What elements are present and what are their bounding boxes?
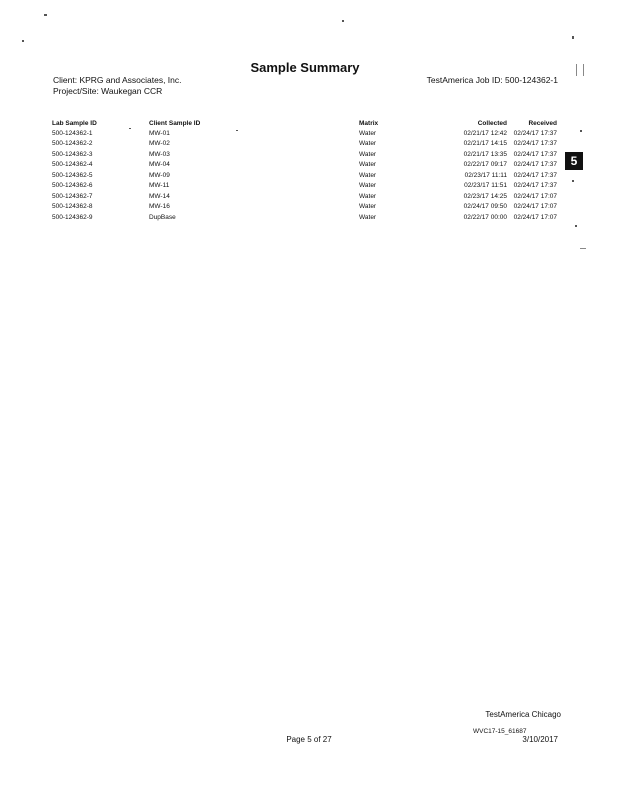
scan-speck (22, 40, 24, 42)
client-sample-id: MW-16 (149, 203, 170, 211)
received: 02/24/17 17:07 (513, 213, 557, 221)
table-row (52, 181, 557, 192)
lab-sample-id: 500-124362-6 (52, 182, 93, 190)
table-header-row (52, 118, 557, 128)
collected: 02/23/17 11:51 (464, 182, 507, 190)
client-sample-id: DupBase (149, 213, 176, 221)
footer-date: 3/10/2017 (522, 735, 558, 744)
lab-sample-id: 500-124362-5 (52, 171, 93, 179)
received: 02/24/17 17:37 (513, 171, 557, 179)
lab-sample-id: 500-124362-4 (52, 161, 93, 169)
scan-speck (129, 128, 131, 129)
scan-speck (342, 20, 344, 22)
header-client-sample-id: Client Sample ID (149, 119, 201, 127)
matrix: Water (359, 192, 377, 200)
client-sample-id: MW-03 (149, 150, 170, 158)
matrix: Water (359, 129, 377, 137)
received: 02/24/17 17:37 (513, 140, 557, 148)
client-sample-id: MW-11 (149, 182, 170, 190)
page-title: Sample Summary (250, 60, 360, 75)
header-lab-sample-id: Lab Sample ID (52, 119, 97, 127)
client-sample-id: MW-14 (149, 192, 170, 200)
footer-document-id: WVC17-15_61687 (473, 728, 527, 735)
lab-sample-id: 500-124362-3 (52, 150, 93, 158)
scan-speck (580, 248, 586, 249)
footer-company: TestAmerica Chicago (485, 710, 561, 719)
scan-speck (580, 130, 582, 132)
collected: 02/23/17 14:25 (463, 192, 507, 200)
lab-sample-id: 500-124362-9 (52, 213, 93, 221)
table-row (52, 160, 557, 171)
matrix: Water (359, 150, 377, 158)
scan-speck (572, 180, 574, 182)
matrix: Water (359, 171, 377, 179)
client-sample-id: MW-04 (149, 161, 170, 169)
scan-speck (575, 225, 577, 227)
footer-page-number: Page 5 of 27 (286, 735, 332, 744)
scan-speck (576, 64, 577, 76)
matrix: Water (359, 203, 377, 211)
collected: 02/21/17 14:15 (463, 140, 507, 148)
collected: 02/23/17 11:11 (464, 171, 507, 179)
received: 02/24/17 17:07 (513, 192, 557, 200)
received: 02/24/17 17:37 (513, 150, 557, 158)
table-row (52, 139, 557, 150)
matrix: Water (359, 140, 377, 148)
header-received: Received (528, 119, 557, 127)
client-sample-id: MW-09 (149, 171, 170, 179)
collected: 02/21/17 13:35 (463, 150, 507, 158)
scan-speck (583, 64, 584, 76)
lab-sample-id: 500-124362-1 (52, 129, 93, 137)
collected: 02/22/17 00:00 (463, 213, 507, 221)
received: 02/24/17 17:37 (513, 161, 557, 169)
received: 02/24/17 17:07 (513, 203, 557, 211)
collected: 02/21/17 12:42 (463, 129, 507, 137)
table-row (52, 212, 557, 223)
collected: 02/24/17 09:50 (463, 203, 507, 211)
matrix: Water (359, 213, 377, 221)
header-collected: Collected (477, 119, 507, 127)
table-row (52, 170, 557, 181)
matrix: Water (359, 182, 377, 190)
lab-sample-id: 500-124362-8 (52, 203, 93, 211)
section-tab-badge: 5 (565, 152, 583, 170)
table-row (52, 128, 557, 139)
client-sample-id: MW-02 (149, 140, 170, 148)
lab-sample-id: 500-124362-2 (52, 140, 93, 148)
table-row (52, 191, 557, 202)
job-id: TestAmerica Job ID: 500-124362-1 (426, 75, 558, 85)
lab-sample-id: 500-124362-7 (52, 192, 93, 200)
received: 02/24/17 17:37 (513, 129, 557, 137)
client-name: Client: KPRG and Associates, Inc. (53, 75, 182, 85)
collected: 02/22/17 09:17 (463, 161, 507, 169)
table-row (52, 149, 557, 160)
sample-summary-table (52, 118, 557, 223)
matrix: Water (359, 161, 377, 169)
scan-speck (236, 130, 238, 131)
table-row (52, 202, 557, 213)
received: 02/24/17 17:37 (513, 182, 557, 190)
client-sample-id: MW-01 (149, 129, 170, 137)
header-matrix: Matrix (359, 119, 379, 127)
scan-speck (44, 14, 47, 16)
project-site: Project/Site: Waukegan CCR (53, 86, 163, 96)
scan-speck (572, 36, 574, 39)
